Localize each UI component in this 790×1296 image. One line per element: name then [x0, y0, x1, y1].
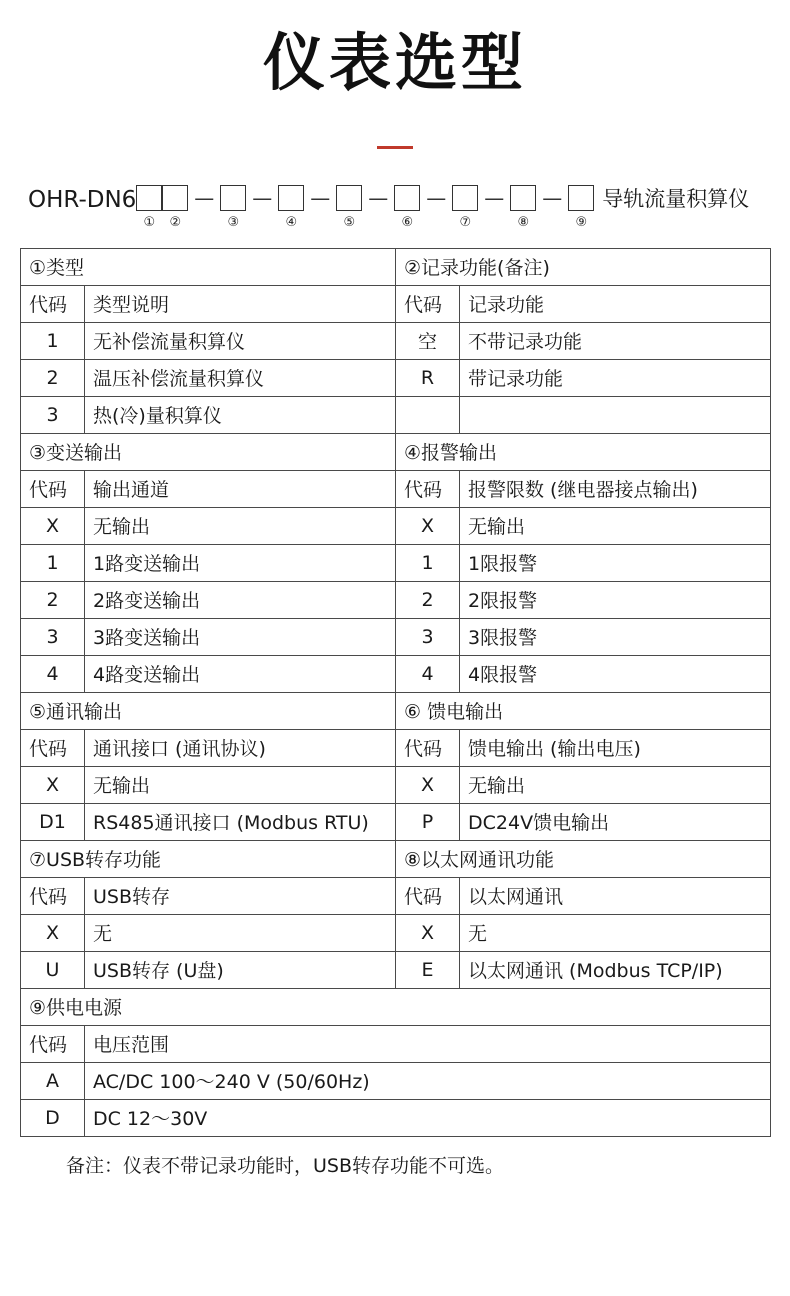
desc-value: 以太网通讯 (Modbus TCP/IP) — [460, 951, 771, 988]
table-row — [21, 988, 771, 1025]
code-value-empty — [396, 396, 460, 433]
model-prefix: OHR-DN6 — [28, 186, 137, 213]
code-value: D — [21, 1099, 85, 1136]
column-header-desc: 以太网通讯 — [460, 877, 771, 914]
dash-separator: — — [542, 185, 563, 210]
code-slot-7[interactable] — [452, 185, 478, 230]
desc-value: 2路变送输出 — [85, 581, 396, 618]
code-marker: ⑧ — [517, 214, 530, 230]
code-slot-3[interactable] — [220, 185, 246, 230]
table-row — [21, 951, 771, 988]
table-row — [21, 618, 771, 655]
dash-separator: — — [194, 185, 215, 210]
code-slot-6[interactable] — [394, 185, 420, 230]
desc-value: 4路变送输出 — [85, 655, 396, 692]
code-value: X — [396, 507, 460, 544]
table-row — [21, 285, 771, 322]
code-value: X — [21, 766, 85, 803]
column-header-desc: 类型说明 — [85, 285, 396, 322]
page-title: 仪表选型 — [262, 26, 527, 99]
column-header-code: 代码 — [21, 729, 85, 766]
table-row — [21, 877, 771, 914]
column-header-code: 代码 — [396, 285, 460, 322]
code-box[interactable] — [278, 185, 304, 211]
desc-value: 无输出 — [85, 766, 396, 803]
model-suffix: 导轨流量积算仪 — [602, 186, 750, 211]
code-box[interactable] — [452, 185, 478, 211]
desc-value: 热(冷)量积算仪 — [85, 396, 396, 433]
table-row — [21, 470, 771, 507]
desc-value: RS485通讯接口 (Modbus RTU) — [85, 803, 396, 840]
code-value: X — [396, 914, 460, 951]
desc-value: 3限报警 — [460, 618, 771, 655]
desc-value: AC/DC 100～240 V (50/60Hz) — [85, 1062, 771, 1099]
section-heading-record: ②记录功能(备注) — [396, 248, 771, 285]
code-value: 3 — [21, 618, 85, 655]
code-marker: ② — [169, 214, 182, 230]
desc-value: 无输出 — [460, 507, 771, 544]
desc-value: 无 — [460, 914, 771, 951]
desc-value: 温压补偿流量积算仪 — [85, 359, 396, 396]
desc-value: 4限报警 — [460, 655, 771, 692]
dash-separator: — — [310, 185, 331, 210]
code-value: P — [396, 803, 460, 840]
code-value: X — [21, 507, 85, 544]
desc-value: USB转存 (U盘) — [85, 951, 396, 988]
desc-value-empty — [460, 396, 771, 433]
code-marker: ⑦ — [459, 214, 472, 230]
model-code-row — [0, 149, 790, 230]
section-heading-ethernet: ⑧以太网通讯功能 — [396, 840, 771, 877]
code-box[interactable] — [136, 185, 162, 211]
desc-value: 无输出 — [460, 766, 771, 803]
footnote: 备注：仪表不带记录功能时，USB转存功能不可选。 — [66, 1154, 505, 1177]
code-marker: ④ — [285, 214, 298, 230]
table-row — [21, 433, 771, 470]
table-row — [21, 692, 771, 729]
column-header-code: 代码 — [21, 470, 85, 507]
code-slot-4[interactable] — [278, 185, 304, 230]
code-value: X — [21, 914, 85, 951]
section-heading-usb: ⑦USB转存功能 — [21, 840, 396, 877]
dash-separator: — — [252, 185, 273, 210]
column-header-code: 代码 — [21, 285, 85, 322]
section-heading-alarm: ④报警输出 — [396, 433, 771, 470]
desc-value: 无 — [85, 914, 396, 951]
code-value: 1 — [396, 544, 460, 581]
code-value: 1 — [21, 544, 85, 581]
code-marker: ① — [143, 214, 156, 230]
code-box[interactable] — [510, 185, 536, 211]
code-box[interactable] — [220, 185, 246, 211]
code-slot-2[interactable] — [162, 185, 188, 230]
code-value: 3 — [21, 396, 85, 433]
column-header-desc: 记录功能 — [460, 285, 771, 322]
section-heading-transmit: ③变送输出 — [21, 433, 396, 470]
desc-value: 不带记录功能 — [460, 322, 771, 359]
column-header-code: 代码 — [21, 877, 85, 914]
table-row — [21, 1062, 771, 1099]
table-row — [21, 766, 771, 803]
desc-value: 1限报警 — [460, 544, 771, 581]
code-value: R — [396, 359, 460, 396]
code-box[interactable] — [162, 185, 188, 211]
code-box[interactable] — [568, 185, 594, 211]
column-header-code: 代码 — [396, 729, 460, 766]
code-value: 1 — [21, 322, 85, 359]
table-row — [21, 507, 771, 544]
code-box[interactable] — [394, 185, 420, 211]
code-marker: ⑤ — [343, 214, 356, 230]
code-value: E — [396, 951, 460, 988]
table-row — [21, 581, 771, 618]
table-row — [21, 729, 771, 766]
code-slot-1[interactable] — [136, 185, 162, 230]
column-header-desc: 馈电输出 (输出电压) — [460, 729, 771, 766]
table-row — [21, 248, 771, 285]
desc-value: 带记录功能 — [460, 359, 771, 396]
code-slot-5[interactable] — [336, 185, 362, 230]
code-value: 3 — [396, 618, 460, 655]
table-row — [21, 803, 771, 840]
table-row — [21, 359, 771, 396]
code-marker: ③ — [227, 214, 240, 230]
section-heading-type: ①类型 — [21, 248, 396, 285]
code-value: 4 — [396, 655, 460, 692]
spec-tables — [0, 248, 790, 1178]
desc-value: 1路变送输出 — [85, 544, 396, 581]
code-marker: ⑥ — [401, 214, 414, 230]
selection-table — [20, 248, 771, 1137]
dash-separator: — — [484, 185, 505, 210]
desc-value: DC 12～30V — [85, 1099, 771, 1136]
code-value: A — [21, 1062, 85, 1099]
column-header-desc: 输出通道 — [85, 470, 396, 507]
model-code-boxes — [136, 185, 594, 230]
desc-value: 2限报警 — [460, 581, 771, 618]
table-row — [21, 914, 771, 951]
code-value: 2 — [21, 581, 85, 618]
code-value: 2 — [21, 359, 85, 396]
table-row — [21, 322, 771, 359]
code-value: D1 — [21, 803, 85, 840]
section-heading-power-out: ⑥ 馈电输出 — [396, 692, 771, 729]
column-header-code: 代码 — [396, 877, 460, 914]
code-value: 4 — [21, 655, 85, 692]
code-box[interactable] — [336, 185, 362, 211]
column-header-desc: 报警限数 (继电器接点输出) — [460, 470, 771, 507]
column-header-desc: 电压范围 — [85, 1025, 771, 1062]
code-slot-9[interactable] — [568, 185, 594, 230]
column-header-desc: USB转存 — [85, 877, 396, 914]
table-row — [21, 1099, 771, 1136]
section-heading-supply: ⑨供电电源 — [21, 988, 771, 1025]
desc-value: 无输出 — [85, 507, 396, 544]
table-row — [21, 655, 771, 692]
section-heading-comm: ⑤通讯输出 — [21, 692, 396, 729]
code-value: 空 — [396, 322, 460, 359]
table-row — [21, 1025, 771, 1062]
desc-value: DC24V馈电输出 — [460, 803, 771, 840]
code-value: X — [396, 766, 460, 803]
table-row — [21, 840, 771, 877]
table-row — [21, 396, 771, 433]
column-header-code: 代码 — [396, 470, 460, 507]
code-value: U — [21, 951, 85, 988]
desc-value: 3路变送输出 — [85, 618, 396, 655]
dash-separator: — — [426, 185, 447, 210]
code-slot-8[interactable] — [510, 185, 536, 230]
code-value: 2 — [396, 581, 460, 618]
dash-separator: — — [368, 185, 389, 210]
column-header-desc: 通讯接口 (通讯协议) — [85, 729, 396, 766]
code-marker: ⑨ — [575, 214, 588, 230]
column-header-code: 代码 — [21, 1025, 85, 1062]
table-row — [21, 544, 771, 581]
desc-value: 无补偿流量积算仪 — [85, 322, 396, 359]
